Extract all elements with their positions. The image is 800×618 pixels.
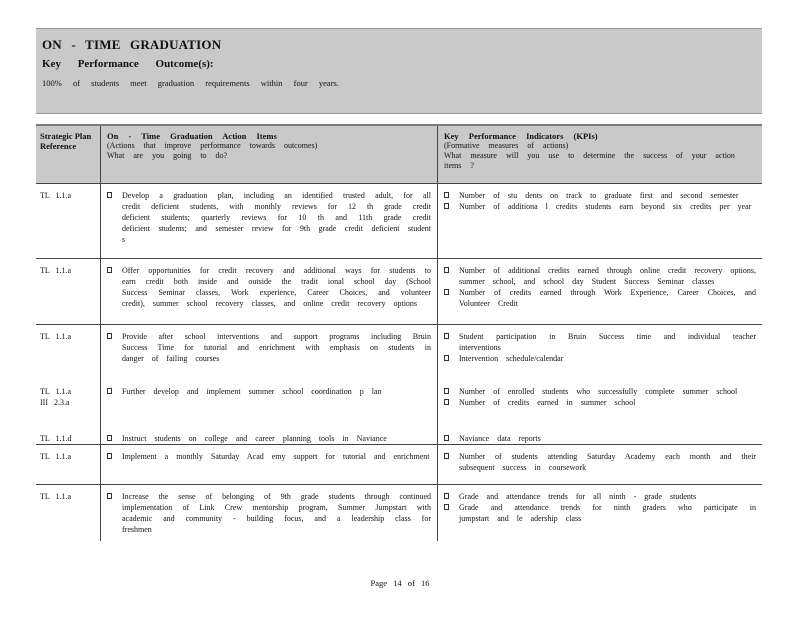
plan-reference: TL 1.1.a [40,452,72,461]
list-item [444,287,756,309]
plan-reference: TL 1.1.a [40,332,72,341]
list-item [444,353,756,364]
bullet-box-icon [444,267,449,273]
list-item [444,201,756,212]
table-body [36,184,762,541]
action-items-cell [100,184,438,258]
action-items-cell [100,325,438,380]
list-item [107,190,431,245]
action-items-cell [100,445,438,484]
list-item [107,491,431,535]
list-item [444,265,756,287]
bullet-box-icon [444,435,449,441]
table-row [36,325,762,380]
list-item [444,433,756,444]
list-item [444,331,756,353]
bullet-box-icon [444,504,449,510]
kpi-cell [438,259,762,324]
table-row [36,485,762,541]
kpi-cell [438,325,762,380]
bullet-box-icon [444,333,449,339]
action-items-cell [100,485,438,541]
list-item [107,331,431,364]
kpi-text: Number of additional credits earned through online credit recovery options, summer school, and school day Student Success Seminar classes [459,266,756,286]
action-items-cell [100,259,438,324]
kpi-text: Grade and attendance trends for ninth graders who participate in jumpstart and le adership class [459,503,756,523]
list-item [107,451,431,462]
list-item [444,491,756,502]
bullet-box-icon [107,435,112,441]
list-item [107,265,431,309]
table-row [36,427,762,445]
table-header [36,126,762,184]
kpi-text: Number of enrolled students who successfully complete summer school [459,387,738,396]
bullet-box-icon [444,493,449,499]
action-text: Instruct students on college and career planning tools in Naviance [122,434,387,443]
list-item [444,386,756,397]
bullet-box-icon [444,399,449,405]
kpi-cell [438,184,762,258]
page-number: Page 14 of 16 [370,578,430,588]
action-items-cell [100,380,438,427]
list-item [107,386,431,397]
kpi-cell [438,445,762,484]
kpi-cell [438,485,762,541]
list-item [444,502,756,524]
header-strategic-plan: Strategic Plan Reference [40,131,92,151]
plan-reference: TL 1.1.a [40,191,72,200]
kpi-text: Intervention schedule/calendar [459,354,564,363]
action-text: Implement a monthly Saturday Acad emy support for tutorial and enrichment [122,452,430,461]
action-text: Provide after school interventions and support programs including Bruin Success Time for tutorial and enrichment with emphasis on students in danger of failing courses [122,332,431,363]
bullet-box-icon [444,453,449,459]
list-item [444,190,756,201]
plan-reference: TL 1.1.a [40,492,72,501]
action-text: Increase the sense of belonging of 9th grade students through continued implementation of Link Crew mentorship program, Summer Jumpstart with academic and community - building focus, and a leadership class for freshmen [122,492,431,534]
action-text: Further develop and implement summer school coordination p lan [122,387,382,396]
kpi-text: Number of students attending Saturday Academy each month and their subsequent success in coursework [459,452,756,472]
bullet-box-icon [107,267,112,273]
kpi-text: Grade and attendance trends for all ninth - grade students [459,492,697,501]
list-item [444,397,756,408]
bullet-box-icon [444,388,449,394]
plan-reference: TL 1.1.a III 2.3.a [40,387,72,407]
action-items-cell [100,427,438,444]
list-item [444,451,756,473]
action-plan-table [36,124,762,541]
table-row [36,380,762,427]
plan-reference: TL 1.1.d [40,434,72,443]
kpi-text: Number of stu dents on track to graduate first and second semester [459,191,739,200]
bullet-box-icon [107,333,112,339]
header-action-items: On - Time Graduation Action Items (Actions that improve performance towards outcomes) What are you going to do? [100,126,438,183]
table-row [36,445,762,485]
list-item [107,433,431,444]
table-row [36,184,762,259]
kpi-text: Number of credits earned through Work Experience, Career Choices, and Volunteer Credit [459,288,756,308]
plan-reference: TL 1.1.a [40,266,72,275]
kpi-text: Naviance data reports [459,434,541,443]
section-title: ON - TIME GRADUATION [42,37,222,52]
bullet-box-icon [444,289,449,295]
outcome-description: 100% of students meet graduation requirements within four years. [42,78,339,88]
bullet-box-icon [107,388,112,394]
outcome-label: Key Performance Outcome(s): [42,58,214,70]
bullet-box-icon [444,192,449,198]
outcome-banner [36,28,762,114]
kpi-cell [438,380,762,427]
action-text: Develop a graduation plan, including an identified trusted adult, for all credit deficient students, with monthly reviews for 12 th grade credit deficient students; quarterly reviews for 10 th and 11th grade credit deficient students; and semester review for 9th grade credit deficient student s [122,191,431,244]
action-text: Offer opportunities for credit recovery and additional ways for students to earn credit both inside and outside the tradit ional school day (School Success Seminar classes, Work experience, Career Choices, and volunteer credit), summer school recovery classes, and online credit recovery options [122,266,431,308]
kpi-text: Number of additiona l credits students earn beyond six credits per year [459,202,752,211]
kpi-text: Student participation in Bruin Success time and individual teacher interventions [459,332,756,352]
bullet-box-icon [107,453,112,459]
table-row [36,259,762,325]
header-kpis: Key Performance Indicators (KPIs) (Formative measures of actions) What measure will you use to determine the success of your action items ? [444,131,735,170]
bullet-box-icon [444,355,449,361]
bullet-box-icon [444,203,449,209]
bullet-box-icon [107,192,112,198]
kpi-cell [438,427,762,444]
kpi-text: Number of credits earned in summer school [459,398,636,407]
bullet-box-icon [107,493,112,499]
